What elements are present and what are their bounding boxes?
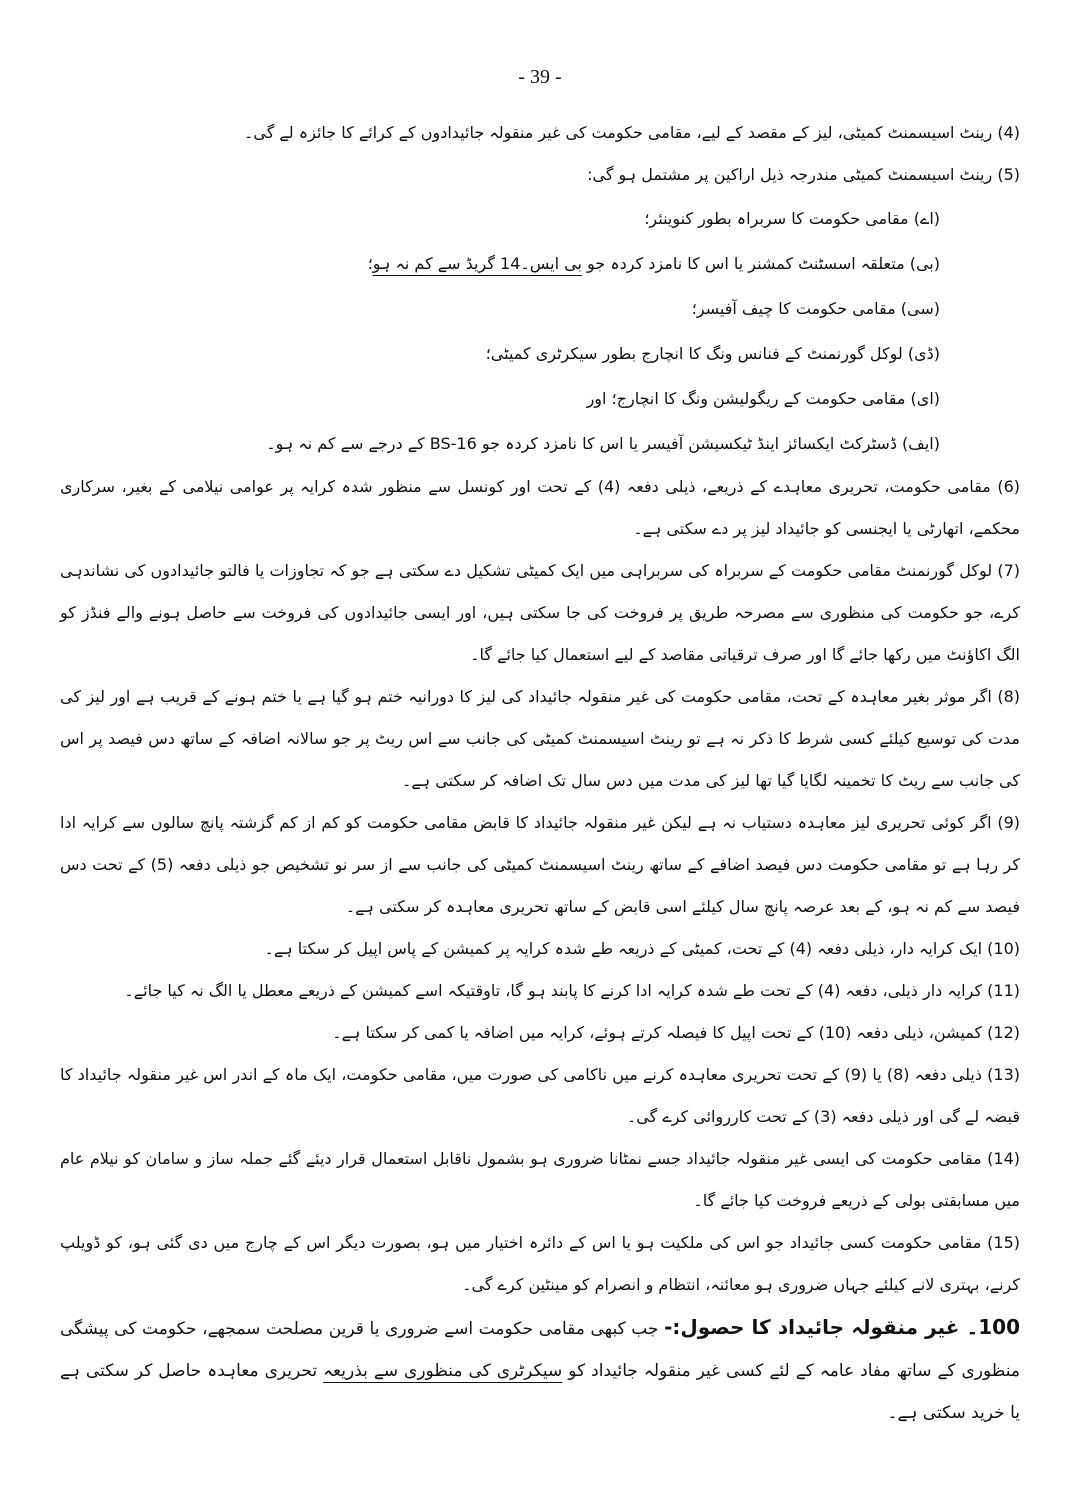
clause-5-b-end: ؛ xyxy=(367,254,373,273)
clause-10: (10) ایک کرایہ دار، ذیلی دفعہ (4) کے تحت، کمیٹی کے ذریعہ طے شدہ کرایہ پر کمیشن کے پاس اپیل کر سکتا ہے۔ xyxy=(264,939,1020,958)
clause-8: (8) اگر موثر بغیر معاہدہ کے تحت، مقامی حکومت کی غیر منقولہ جائیداد کی لیز کا دورانیہ ختم ہو گیا ہے یا ختم ہونے کے قریب ہے اور لیز کی مدت کی توسیع کیلئے کسی شرط کا ذکر نہ ہے تو رینٹ اسیسمنٹ کمیٹی کی جانب سے اس ریٹ پر جو سالانہ اضافہ کے ساتھ دس فیصد پر اس کی جانب سے ریٹ کا تخمینہ لگایا گیا تھا لیز کی مدت میں دس سال تک اضافہ کر سکتی ہے۔ xyxy=(60,687,1020,790)
clause-14: (14) مقامی حکومت کی ایسی غیر منقولہ جائیداد جسے نمٹانا ضروری ہو بشمول ناقابل استعمال قرار دیئے گئے جملہ ساز و سامان کو نیلام عام میں مسابقتی بولی کے ذریعے فروخت کیا جائے گا۔ xyxy=(60,1149,1020,1210)
clause-5-f: (ایف) ڈسٹرکٹ ایکسائز اینڈ ٹیکسیشن آفیسر یا اس کا نامزد کردہ جو BS-16 کے درجے سے کم نہ ہو۔ xyxy=(266,434,940,453)
clause-13: (13) ذیلی دفعہ (8) یا (9) کے تحت تحریری معاہدہ کرنے میں ناکامی کی صورت میں، مقامی حکومت، ایک ماہ کے اندر اس غیر منقولہ جائیداد کا قبضہ لے گی اور ذیلی دفعہ (3) کے تحت کارروائی کرے گی۔ xyxy=(60,1065,1021,1126)
clause-11: (11) کرایہ دار ذیلی، دفعہ (4) کے تحت طے شدہ کرایہ ادا کرنے کا پابند ہو گا، تاوقتیکہ اسے کمیشن کے ذریعے معطل یا الگ نہ کیا جائے۔ xyxy=(124,981,1020,1000)
clause-5-d: (ڈی) لوکل گورنمنٹ کے فنانس ونگ کا انچارج بطور سیکرٹری کمیٹی؛ xyxy=(485,344,940,363)
clause-5-a: (اے) مقامی حکومت کا سربراہ بطور کنوینئر؛ xyxy=(644,209,940,228)
clause-5-c: (سی) مقامی حکومت کا چیف آفیسر؛ xyxy=(691,299,940,318)
clause-7: (7) لوکل گورنمنٹ مقامی حکومت کے سربراہ کی سربراہی میں ایک کمیٹی تشکیل دے سکتی ہے جو کہ تجاوزات یا فالتو جائیدادوں کی نشاندہی کرے، جو حکومت کی منظوری سے مصرحہ طریق پر فروخت کی جا سکتی ہیں، اور ایسی جائیدادوں کی فروخت سے حاصل ہونے والے فنڈز کو الگ اکاؤنٹ میں رکھا جائے گا اور صرف ترقیاتی مقاصد کے لیے استعمال کیا جائے گا۔ xyxy=(60,561,1020,664)
clause-5-b xyxy=(60,241,1020,286)
page-number: - 39 - xyxy=(518,66,562,88)
underlined-grade: بی ایس۔14 گریڈ سے کم نہ ہو xyxy=(372,254,582,273)
document-body xyxy=(60,112,1020,1434)
clause-15: (15) مقامی حکومت کسی جائیداد جو اس کی ملکیت ہو یا اس کے دائرہ اختیار میں ہو، بصورت دیگر اس کے چارج میں دی گئی ہو، کو ڈویلپ کرنے، بہتری لانے کیلئے جہاں ضروری ہو معائنہ، انتظام و انصرام کو مینٹین کرے گی۔ xyxy=(60,1233,1020,1294)
clause-9: (9) اگر کوئی تحریری لیز معاہدہ دستیاب نہ ہے لیکن غیر منقولہ جائیداد کا قابض مقامی حکومت کو کم از کم گزشتہ پانچ سالوں سے کرایہ ادا کر رہا ہے تو مقامی حکومت دس فیصد اضافے کے ساتھ رینٹ اسیسمنٹ کمیٹی کی جانب سے از سر نو تشخیص جو ذیلی دفعہ (5) کے تحت دس فیصد سے کم نہ ہو، کے بعد عرصہ پانچ سال کیلئے اسی قابض کے ساتھ تحریری معاہدہ کر سکتی ہے۔ xyxy=(60,813,1021,916)
clause-4: (4) رینٹ اسیسمنٹ کمیٹی، لیز کے مقصد کے لیے، مقامی حکومت کی غیر منقولہ جائیدادوں کے کرائے کا جائزہ لے گی۔ xyxy=(244,123,1020,142)
clause-5-e: (ای) مقامی حکومت کے ریگولیشن ونگ کا انچارج؛ اور xyxy=(586,389,940,408)
clause-5-b-text: (بی) متعلقہ اسسٹنٹ کمشنر یا اس کا نامزد کردہ جو xyxy=(581,254,940,273)
section-100 xyxy=(60,1306,1020,1434)
section-100-heading: 100۔ غیر منقولہ جائیداد کا حصول:- xyxy=(664,1315,1020,1339)
underlined-approval: سیکرٹری کی منظوری سے بذریعہ xyxy=(323,1361,563,1381)
clause-6: (6) مقامی حکومت، تحریری معاہدے کے ذریعے، ذیلی دفعہ (4) کے تحت اور کونسل سے منظور شدہ کرایہ پر عوامی نیلامی کے بغیر، سرکاری محکمے، اتھارٹی یا ایجنسی کو جائیداد لیز پر دے سکتی ہے۔ xyxy=(60,477,1021,538)
section-100-end: تحریری معاہدہ حاصل کر سکتی ہے یا خرید سکتی ہے۔ xyxy=(60,1361,1020,1423)
section-100-text: جب کبھی مقامی حکومت اسے ضروری یا قرین مصلحت سمجھے، حکومت کی پیشگی منظوری کے ساتھ مفاد عامہ کے لئے کسی غیر منقولہ جائیداد کو xyxy=(60,1319,1020,1381)
clause-5: (5) رینٹ اسیسمنٹ کمیٹی مندرجہ ذیل اراکین پر مشتمل ہو گی: xyxy=(587,165,1020,184)
clause-12: (12) کمیشن، ذیلی دفعہ (10) کے تحت اپیل کا فیصلہ کرتے ہوئے، کرایہ میں اضافہ یا کمی کر سکتا ہے۔ xyxy=(332,1023,1020,1042)
